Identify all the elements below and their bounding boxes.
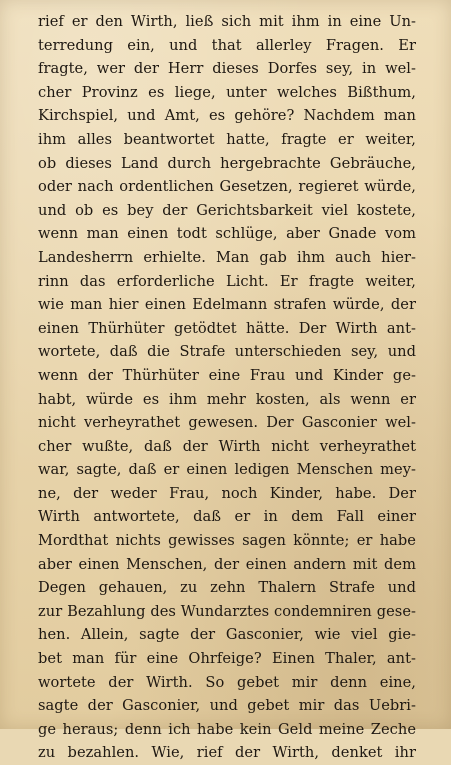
- text-line: rief er den Wirth, ließ sich mit ihm in eine Un-: [38, 13, 416, 30]
- text-line: Mordthat nichts gewisses sagen könnte; er habe: [38, 532, 416, 550]
- text-line: ob dieses Land durch hergebrachte Gebräuche,: [38, 154, 416, 172]
- text-line: zu bezahlen. Wie, rief der Wirth, denket ihr: [38, 744, 416, 762]
- text-line: terredung ein, und that allerley Fragen. Er: [38, 36, 416, 54]
- text-line: rinn das erforderliche Licht. Er fragte weiter,: [38, 272, 416, 290]
- text-line: zur Bezahlung des Wundarztes condemniren gese-: [38, 602, 416, 620]
- text-line: Degen gehauen, zu zehn Thalern Strafe und: [38, 579, 416, 597]
- text-line: cher wußte, daß der Wirth nicht verheyrathet: [38, 437, 416, 455]
- text-line: einen Thürhüter getödtet hätte. Der Wirth ant-: [38, 319, 416, 337]
- text-line: und ob es bey der Gerichtsbarkeit viel kostete,: [38, 201, 416, 219]
- page-text: [38, 10, 416, 765]
- text-line: oder nach ordentlichen Gesetzen, regieret würde,: [38, 178, 416, 196]
- text-line: wenn der Thürhüter eine Frau und Kinder ge-: [38, 366, 416, 384]
- text-line: wortete, daß die Strafe unterschieden sey, und: [38, 343, 416, 361]
- text-line: wortete der Wirth. So gebet mir denn eine,: [38, 673, 416, 691]
- text-line: ihm alles beantwortet hatte, fragte er weiter,: [38, 130, 416, 148]
- text-line: war, sagte, daß er einen ledigen Menschen mey-: [38, 461, 416, 479]
- text-line: aber einen Menschen, der einen andern mit dem: [38, 555, 416, 573]
- text-line: sagte der Gasconier, und gebet mir das Uebri-: [38, 697, 416, 715]
- text-line: wenn man einen todt schlüge, aber Gnade vom: [38, 225, 416, 243]
- text-line: fragte, wer der Herr dieses Dorfes sey, in wel-: [38, 60, 416, 78]
- text-line: habt, würde es ihm mehr kosten, als wenn er: [38, 390, 416, 408]
- text-line: ge heraus; denn ich habe kein Geld meine Zeche: [38, 720, 416, 738]
- text-line: wie man hier einen Edelmann strafen würde, der: [38, 296, 416, 314]
- text-line: nicht verheyrathet gewesen. Der Gasconier wel-: [38, 414, 416, 432]
- text-line: Wirth antwortete, daß er in dem Fall einer: [38, 508, 416, 526]
- text-line: Kirchspiel, und Amt, es gehöre? Nachdem man: [38, 107, 416, 125]
- text-line: hen. Allein, sagte der Gasconier, wie viel gie-: [38, 626, 416, 644]
- text-line: Landesherrn erhielte. Man gab ihm auch hier-: [38, 248, 416, 266]
- text-line: ne, der weder Frau, noch Kinder, habe. Der: [38, 484, 416, 502]
- text-line: bet man für eine Ohrfeige? Einen Thaler, ant-: [38, 650, 416, 668]
- text-line: cher Provinz es liege, unter welches Bißthum,: [38, 83, 416, 101]
